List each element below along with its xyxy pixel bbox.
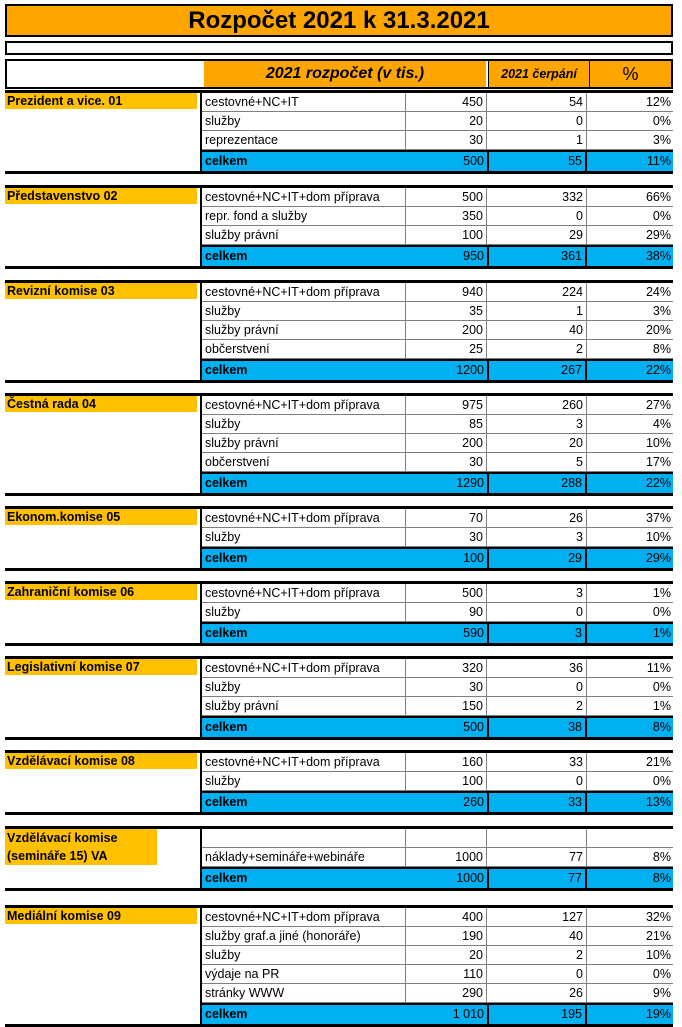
table-row (202, 908, 673, 927)
row-label: celkem (202, 361, 406, 380)
budget-cell: 30 (406, 528, 487, 547)
section-block (5, 393, 673, 496)
row-label: cestovné+NC+IT+dom příprava (202, 396, 406, 415)
row-label: reprezentace (202, 131, 406, 150)
row-label: služby právní (202, 697, 406, 716)
row-label: celkem (202, 549, 406, 568)
budget-cell: 290 (406, 984, 487, 1003)
table-row (202, 509, 673, 528)
section-title: Vzdělávací komise 08 (5, 753, 197, 769)
budget-cell: 500 (406, 584, 487, 603)
column-header-row (5, 59, 673, 89)
percent-cell: 3% (587, 131, 673, 150)
row-label: cestovné+NC+IT (202, 93, 406, 112)
table-row (202, 829, 673, 848)
budget-cell: 20 (406, 112, 487, 131)
spent-cell: 33 (487, 793, 587, 812)
table-row (202, 584, 673, 603)
total-row (202, 472, 673, 493)
spent-cell: 36 (487, 659, 587, 678)
row-label: cestovné+NC+IT+dom příprava (202, 283, 406, 302)
header-spent: 2021 čerpání (488, 61, 590, 87)
table-row (202, 927, 673, 946)
percent-cell: 4% (587, 415, 673, 434)
table-row (202, 396, 673, 415)
row-label: služby (202, 946, 406, 965)
section-title: Revizní komise 03 (5, 283, 197, 299)
percent-cell (587, 829, 673, 848)
table-row (202, 678, 673, 697)
row-label: služby (202, 112, 406, 131)
header-budget: 2021 rozpočet (v tis.) (204, 61, 486, 87)
percent-cell: 10% (587, 434, 673, 453)
section-block (5, 90, 673, 174)
percent-cell: 22% (587, 474, 673, 493)
spent-cell: 0 (487, 603, 587, 622)
spent-cell: 0 (487, 112, 587, 131)
budget-cell: 1 010 (406, 1005, 487, 1024)
table-row (202, 302, 673, 321)
percent-cell: 21% (587, 753, 673, 772)
budget-cell (406, 829, 487, 848)
budget-cell: 70 (406, 509, 487, 528)
budget-cell: 1290 (406, 474, 487, 493)
percent-cell: 0% (587, 112, 673, 131)
budget-cell: 940 (406, 283, 487, 302)
spent-cell: 77 (487, 869, 587, 888)
header-pct: % (590, 61, 671, 87)
percent-cell: 66% (587, 188, 673, 207)
percent-cell: 13% (587, 793, 673, 812)
row-label: celkem (202, 869, 406, 888)
table-row (202, 772, 673, 791)
row-label (202, 829, 406, 848)
percent-cell: 0% (587, 965, 673, 984)
section-title: Prezident a vice. 01 (5, 93, 197, 109)
spent-cell: 1 (487, 302, 587, 321)
budget-cell: 110 (406, 965, 487, 984)
spent-cell: 29 (487, 226, 587, 245)
percent-cell: 29% (587, 226, 673, 245)
budget-cell: 1200 (406, 361, 487, 380)
budget-cell: 950 (406, 247, 487, 266)
row-label: služby právní (202, 434, 406, 453)
percent-cell: 3% (587, 302, 673, 321)
spent-cell: 29 (487, 549, 587, 568)
total-row (202, 359, 673, 380)
percent-cell: 1% (587, 697, 673, 716)
budget-cell: 20 (406, 946, 487, 965)
table-row (202, 984, 673, 1003)
row-label: služby právní (202, 226, 406, 245)
section-title: Legislativní komise 07 (5, 659, 197, 675)
percent-cell: 8% (587, 848, 673, 867)
spent-cell: 267 (487, 361, 587, 380)
row-label: služby (202, 603, 406, 622)
budget-cell: 500 (406, 718, 487, 737)
row-label: celkem (202, 718, 406, 737)
percent-cell: 1% (587, 584, 673, 603)
budget-cell: 160 (406, 753, 487, 772)
budget-cell: 25 (406, 340, 487, 359)
row-label: cestovné+NC+IT+dom příprava (202, 584, 406, 603)
budget-cell: 200 (406, 321, 487, 340)
percent-cell: 19% (587, 1005, 673, 1024)
budget-cell: 1000 (406, 848, 487, 867)
budget-cell: 350 (406, 207, 487, 226)
row-label: celkem (202, 152, 406, 171)
section-block (5, 905, 673, 1027)
spent-cell: 0 (487, 207, 587, 226)
percent-cell: 0% (587, 772, 673, 791)
table-row (202, 226, 673, 245)
spent-cell: 127 (487, 908, 587, 927)
spent-cell: 260 (487, 396, 587, 415)
spent-cell: 54 (487, 93, 587, 112)
percent-cell: 11% (587, 659, 673, 678)
spent-cell: 3 (487, 624, 587, 643)
row-label: celkem (202, 1005, 406, 1024)
table-row (202, 453, 673, 472)
section-block (5, 826, 673, 891)
budget-cell: 200 (406, 434, 487, 453)
table-row (202, 321, 673, 340)
percent-cell: 21% (587, 927, 673, 946)
row-label: služby (202, 678, 406, 697)
percent-cell: 29% (587, 549, 673, 568)
row-label: cestovné+NC+IT+dom příprava (202, 753, 406, 772)
table-row (202, 603, 673, 622)
report-title: Rozpočet 2021 k 31.3.2021 (5, 4, 673, 37)
spent-cell: 3 (487, 528, 587, 547)
budget-cell: 1000 (406, 869, 487, 888)
total-row (202, 547, 673, 568)
section-block (5, 750, 673, 815)
percent-cell: 0% (587, 603, 673, 622)
row-label: služby právní (202, 321, 406, 340)
budget-cell: 100 (406, 772, 487, 791)
spent-cell: 224 (487, 283, 587, 302)
row-label: cestovné+NC+IT+dom příprava (202, 509, 406, 528)
table-row (202, 93, 673, 112)
percent-cell: 20% (587, 321, 673, 340)
section-block (5, 280, 673, 383)
spent-cell: 33 (487, 753, 587, 772)
section-title: Vzdělávací komise (semináře 15) VA (5, 829, 157, 865)
spent-cell: 2 (487, 697, 587, 716)
spent-cell: 26 (487, 984, 587, 1003)
budget-cell: 260 (406, 793, 487, 812)
row-label: služby (202, 772, 406, 791)
percent-cell: 27% (587, 396, 673, 415)
spent-cell: 40 (487, 927, 587, 946)
spent-cell: 26 (487, 509, 587, 528)
table-row (202, 415, 673, 434)
spacer-row (5, 41, 673, 55)
total-row (202, 791, 673, 812)
total-row (202, 622, 673, 643)
spent-cell: 20 (487, 434, 587, 453)
section-block (5, 185, 673, 269)
row-label: cestovné+NC+IT+dom příprava (202, 908, 406, 927)
spent-cell: 332 (487, 188, 587, 207)
spent-cell: 40 (487, 321, 587, 340)
budget-cell: 190 (406, 927, 487, 946)
spent-cell: 1 (487, 131, 587, 150)
table-row (202, 965, 673, 984)
budget-cell: 975 (406, 396, 487, 415)
total-row (202, 1003, 673, 1024)
percent-cell: 0% (587, 207, 673, 226)
spent-cell: 2 (487, 946, 587, 965)
budget-cell: 35 (406, 302, 487, 321)
spent-cell: 0 (487, 678, 587, 697)
percent-cell: 8% (587, 340, 673, 359)
section-block (5, 656, 673, 740)
spent-cell: 38 (487, 718, 587, 737)
table-row (202, 946, 673, 965)
percent-cell: 38% (587, 247, 673, 266)
table-row (202, 528, 673, 547)
section-title: Mediální komise 09 (5, 908, 197, 924)
percent-cell: 17% (587, 453, 673, 472)
spent-cell: 0 (487, 772, 587, 791)
budget-cell: 320 (406, 659, 487, 678)
budget-cell: 30 (406, 453, 487, 472)
section-title: Představenstvo 02 (5, 188, 197, 204)
row-label: výdaje na PR (202, 965, 406, 984)
table-row (202, 188, 673, 207)
row-label: služby (202, 415, 406, 434)
budget-cell: 150 (406, 697, 487, 716)
spent-cell: 0 (487, 965, 587, 984)
row-label: celkem (202, 247, 406, 266)
section-title: Zahraniční komise 06 (5, 584, 197, 600)
row-label: stránky WWW (202, 984, 406, 1003)
budget-cell: 500 (406, 152, 487, 171)
row-label: cestovné+NC+IT+dom příprava (202, 188, 406, 207)
spent-cell: 55 (487, 152, 587, 171)
percent-cell: 1% (587, 624, 673, 643)
percent-cell: 9% (587, 984, 673, 1003)
table-row (202, 659, 673, 678)
row-label: služby (202, 302, 406, 321)
row-label: celkem (202, 624, 406, 643)
percent-cell: 11% (587, 152, 673, 171)
budget-cell: 400 (406, 908, 487, 927)
percent-cell: 24% (587, 283, 673, 302)
total-row (202, 867, 673, 888)
budget-cell: 500 (406, 188, 487, 207)
row-label: celkem (202, 793, 406, 812)
spent-cell: 5 (487, 453, 587, 472)
spent-cell: 3 (487, 415, 587, 434)
spent-cell: 361 (487, 247, 587, 266)
total-row (202, 245, 673, 266)
table-row (202, 283, 673, 302)
row-label: služby graf.a jiné (honoráře) (202, 927, 406, 946)
percent-cell: 10% (587, 528, 673, 547)
spent-cell: 77 (487, 848, 587, 867)
percent-cell: 22% (587, 361, 673, 380)
section-block (5, 581, 673, 646)
budget-cell: 85 (406, 415, 487, 434)
percent-cell: 12% (587, 93, 673, 112)
row-label: náklady+semináře+webináře (202, 848, 406, 867)
row-label: občerstvení (202, 453, 406, 472)
table-row (202, 112, 673, 131)
budget-cell: 30 (406, 678, 487, 697)
table-row (202, 848, 673, 867)
budget-cell: 30 (406, 131, 487, 150)
section-title: Ekonom.komise 05 (5, 509, 197, 525)
percent-cell: 8% (587, 869, 673, 888)
spent-cell: 195 (487, 1005, 587, 1024)
budget-cell: 590 (406, 624, 487, 643)
table-row (202, 753, 673, 772)
spent-cell: 288 (487, 474, 587, 493)
spent-cell: 3 (487, 584, 587, 603)
section-block (5, 506, 673, 571)
row-label: celkem (202, 474, 406, 493)
table-row (202, 207, 673, 226)
table-row (202, 434, 673, 453)
budget-cell: 100 (406, 226, 487, 245)
percent-cell: 32% (587, 908, 673, 927)
row-label: občerstvení (202, 340, 406, 359)
percent-cell: 8% (587, 718, 673, 737)
row-label: cestovné+NC+IT+dom příprava (202, 659, 406, 678)
budget-cell: 100 (406, 549, 487, 568)
percent-cell: 0% (587, 678, 673, 697)
percent-cell: 37% (587, 509, 673, 528)
row-label: repr. fond a služby (202, 207, 406, 226)
section-title: Čestná rada 04 (5, 396, 197, 412)
table-row (202, 131, 673, 150)
total-row (202, 716, 673, 737)
percent-cell: 10% (587, 946, 673, 965)
table-row (202, 697, 673, 716)
spent-cell: 2 (487, 340, 587, 359)
total-row (202, 150, 673, 171)
table-row (202, 340, 673, 359)
budget-cell: 90 (406, 603, 487, 622)
row-label: služby (202, 528, 406, 547)
spent-cell (487, 829, 587, 848)
budget-cell: 450 (406, 93, 487, 112)
